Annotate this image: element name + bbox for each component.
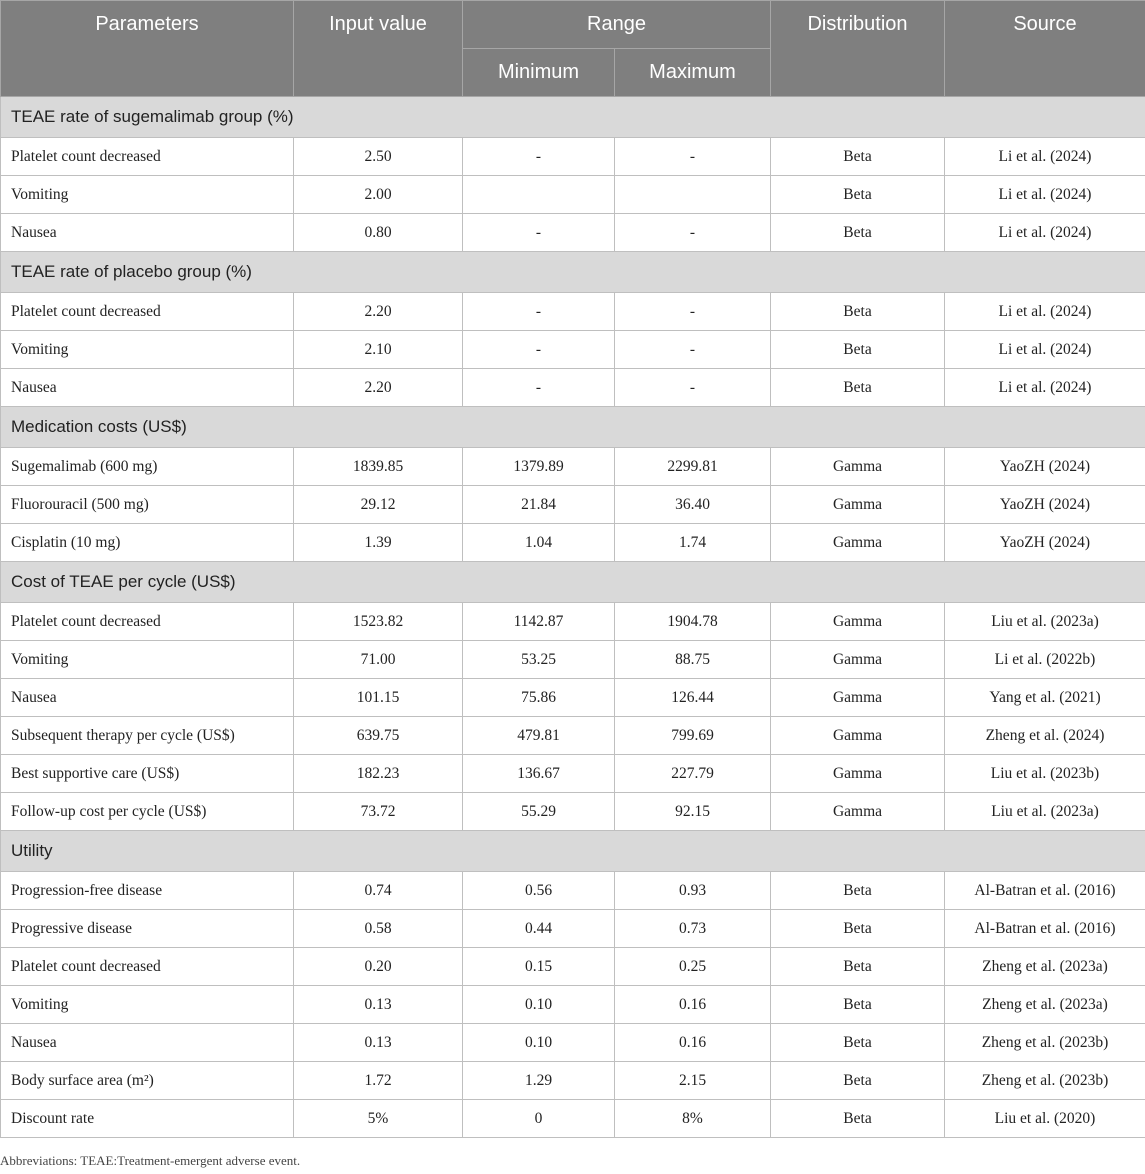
input-value-cell: 101.15 bbox=[294, 679, 463, 717]
distribution-cell: Gamma bbox=[771, 448, 945, 486]
section-row bbox=[1, 831, 1145, 872]
section-row bbox=[1, 562, 1145, 603]
distribution-cell: Beta bbox=[771, 1062, 945, 1100]
source-cell: Li et al. (2024) bbox=[945, 369, 1145, 407]
table-row bbox=[1, 369, 1145, 407]
distribution-cell: Beta bbox=[771, 948, 945, 986]
table-row bbox=[1, 793, 1145, 831]
distribution-cell: Gamma bbox=[771, 793, 945, 831]
maximum-cell: 88.75 bbox=[615, 641, 771, 679]
parameter-cell: Vomiting bbox=[1, 331, 294, 369]
input-value-cell: 2.20 bbox=[294, 369, 463, 407]
input-value-cell: 1523.82 bbox=[294, 603, 463, 641]
source-cell: Li et al. (2024) bbox=[945, 138, 1145, 176]
distribution-cell: Gamma bbox=[771, 717, 945, 755]
header-maximum: Maximum bbox=[615, 49, 771, 97]
minimum-cell: 55.29 bbox=[463, 793, 615, 831]
section-title: Utility bbox=[1, 831, 1145, 872]
distribution-cell: Beta bbox=[771, 214, 945, 252]
parameter-cell: Body surface area (m²) bbox=[1, 1062, 294, 1100]
parameter-cell: Fluorouracil (500 mg) bbox=[1, 486, 294, 524]
minimum-cell: - bbox=[463, 138, 615, 176]
table-row bbox=[1, 679, 1145, 717]
parameter-cell: Vomiting bbox=[1, 176, 294, 214]
maximum-cell: 1904.78 bbox=[615, 603, 771, 641]
section-title: TEAE rate of placebo group (%) bbox=[1, 252, 1145, 293]
maximum-cell: 0.93 bbox=[615, 872, 771, 910]
input-value-cell: 0.13 bbox=[294, 986, 463, 1024]
table-row bbox=[1, 486, 1145, 524]
maximum-cell: 92.15 bbox=[615, 793, 771, 831]
source-cell: Zheng et al. (2023b) bbox=[945, 1024, 1145, 1062]
input-value-cell: 0.80 bbox=[294, 214, 463, 252]
source-cell: Zheng et al. (2024) bbox=[945, 717, 1145, 755]
maximum-cell: 8% bbox=[615, 1100, 771, 1138]
parameter-cell: Sugemalimab (600 mg) bbox=[1, 448, 294, 486]
maximum-cell: - bbox=[615, 293, 771, 331]
distribution-cell: Gamma bbox=[771, 641, 945, 679]
distribution-cell: Beta bbox=[771, 293, 945, 331]
minimum-cell: 479.81 bbox=[463, 717, 615, 755]
table-row bbox=[1, 603, 1145, 641]
maximum-cell: - bbox=[615, 369, 771, 407]
minimum-cell: 75.86 bbox=[463, 679, 615, 717]
table-row bbox=[1, 717, 1145, 755]
minimum-cell: 0.10 bbox=[463, 1024, 615, 1062]
maximum-cell: - bbox=[615, 331, 771, 369]
input-value-cell: 2.00 bbox=[294, 176, 463, 214]
distribution-cell: Beta bbox=[771, 138, 945, 176]
table-row bbox=[1, 1024, 1145, 1062]
table-row bbox=[1, 524, 1145, 562]
maximum-cell: 2.15 bbox=[615, 1062, 771, 1100]
minimum-cell: 136.67 bbox=[463, 755, 615, 793]
table-footnote: Abbreviations: TEAE:Treatment-emergent adverse event. bbox=[0, 1153, 301, 1168]
parameter-cell: Best supportive care (US$) bbox=[1, 755, 294, 793]
distribution-cell: Gamma bbox=[771, 679, 945, 717]
minimum-cell: - bbox=[463, 331, 615, 369]
parameter-cell: Vomiting bbox=[1, 641, 294, 679]
minimum-cell: - bbox=[463, 293, 615, 331]
header-input-value: Input value bbox=[294, 1, 463, 97]
section-row bbox=[1, 252, 1145, 293]
section-row bbox=[1, 407, 1145, 448]
input-value-cell: 0.74 bbox=[294, 872, 463, 910]
distribution-cell: Beta bbox=[771, 986, 945, 1024]
source-cell: Li et al. (2024) bbox=[945, 331, 1145, 369]
minimum-cell: 0.56 bbox=[463, 872, 615, 910]
parameter-cell: Progressive disease bbox=[1, 910, 294, 948]
input-value-cell: 71.00 bbox=[294, 641, 463, 679]
input-value-cell: 29.12 bbox=[294, 486, 463, 524]
maximum-cell: 0.25 bbox=[615, 948, 771, 986]
section-title: Medication costs (US$) bbox=[1, 407, 1145, 448]
distribution-cell: Gamma bbox=[771, 755, 945, 793]
source-cell: Al-Batran et al. (2016) bbox=[945, 872, 1145, 910]
parameter-cell: Subsequent therapy per cycle (US$) bbox=[1, 717, 294, 755]
minimum-cell: 53.25 bbox=[463, 641, 615, 679]
minimum-cell: 21.84 bbox=[463, 486, 615, 524]
table-row bbox=[1, 176, 1145, 214]
table-row bbox=[1, 910, 1145, 948]
minimum-cell: 0 bbox=[463, 1100, 615, 1138]
source-cell: Zheng et al. (2023a) bbox=[945, 986, 1145, 1024]
header-minimum: Minimum bbox=[463, 49, 615, 97]
source-cell: Liu et al. (2020) bbox=[945, 1100, 1145, 1138]
table-row bbox=[1, 755, 1145, 793]
header-source: Source bbox=[945, 1, 1145, 97]
parameter-cell: Nausea bbox=[1, 214, 294, 252]
minimum-cell: 0.44 bbox=[463, 910, 615, 948]
source-cell: Zheng et al. (2023b) bbox=[945, 1062, 1145, 1100]
input-value-cell: 0.20 bbox=[294, 948, 463, 986]
input-value-cell: 639.75 bbox=[294, 717, 463, 755]
table-row bbox=[1, 1100, 1145, 1138]
source-cell: Li et al. (2024) bbox=[945, 214, 1145, 252]
input-value-cell: 2.50 bbox=[294, 138, 463, 176]
distribution-cell: Gamma bbox=[771, 524, 945, 562]
maximum-cell: - bbox=[615, 138, 771, 176]
maximum-cell: 799.69 bbox=[615, 717, 771, 755]
input-value-cell: 0.58 bbox=[294, 910, 463, 948]
parameter-cell: Cisplatin (10 mg) bbox=[1, 524, 294, 562]
table-row bbox=[1, 331, 1145, 369]
source-cell: Liu et al. (2023a) bbox=[945, 793, 1145, 831]
table-row bbox=[1, 948, 1145, 986]
distribution-cell: Gamma bbox=[771, 603, 945, 641]
source-cell: Li et al. (2024) bbox=[945, 176, 1145, 214]
parameter-cell: Platelet count decreased bbox=[1, 603, 294, 641]
maximum-cell: 126.44 bbox=[615, 679, 771, 717]
maximum-cell bbox=[615, 176, 771, 214]
source-cell: Al-Batran et al. (2016) bbox=[945, 910, 1145, 948]
parameter-cell: Nausea bbox=[1, 369, 294, 407]
source-cell: YaoZH (2024) bbox=[945, 486, 1145, 524]
source-cell: Li et al. (2022b) bbox=[945, 641, 1145, 679]
input-value-cell: 1.72 bbox=[294, 1062, 463, 1100]
source-cell: YaoZH (2024) bbox=[945, 448, 1145, 486]
input-value-cell: 1.39 bbox=[294, 524, 463, 562]
source-cell: Liu et al. (2023b) bbox=[945, 755, 1145, 793]
minimum-cell: 1.29 bbox=[463, 1062, 615, 1100]
maximum-cell: 1.74 bbox=[615, 524, 771, 562]
table-row bbox=[1, 641, 1145, 679]
maximum-cell: - bbox=[615, 214, 771, 252]
parameter-cell: Platelet count decreased bbox=[1, 293, 294, 331]
header-parameters: Parameters bbox=[1, 1, 294, 97]
distribution-cell: Beta bbox=[771, 910, 945, 948]
input-value-cell: 5% bbox=[294, 1100, 463, 1138]
maximum-cell: 0.16 bbox=[615, 1024, 771, 1062]
distribution-cell: Beta bbox=[771, 1024, 945, 1062]
table-row bbox=[1, 986, 1145, 1024]
minimum-cell: - bbox=[463, 369, 615, 407]
maximum-cell: 2299.81 bbox=[615, 448, 771, 486]
table-row bbox=[1, 214, 1145, 252]
maximum-cell: 227.79 bbox=[615, 755, 771, 793]
input-value-cell: 2.20 bbox=[294, 293, 463, 331]
distribution-cell: Beta bbox=[771, 872, 945, 910]
distribution-cell: Beta bbox=[771, 369, 945, 407]
minimum-cell bbox=[463, 176, 615, 214]
distribution-cell: Gamma bbox=[771, 486, 945, 524]
section-row bbox=[1, 97, 1145, 138]
parameter-cell: Nausea bbox=[1, 1024, 294, 1062]
input-value-cell: 2.10 bbox=[294, 331, 463, 369]
header-range: Range bbox=[463, 1, 771, 49]
source-cell: Yang et al. (2021) bbox=[945, 679, 1145, 717]
distribution-cell: Beta bbox=[771, 1100, 945, 1138]
section-title: Cost of TEAE per cycle (US$) bbox=[1, 562, 1145, 603]
parameter-cell: Nausea bbox=[1, 679, 294, 717]
parameter-cell: Progression-free disease bbox=[1, 872, 294, 910]
maximum-cell: 0.73 bbox=[615, 910, 771, 948]
table-header bbox=[1, 1, 1145, 97]
maximum-cell: 0.16 bbox=[615, 986, 771, 1024]
table-row bbox=[1, 138, 1145, 176]
input-value-cell: 0.13 bbox=[294, 1024, 463, 1062]
input-value-cell: 182.23 bbox=[294, 755, 463, 793]
parameter-cell: Vomiting bbox=[1, 986, 294, 1024]
minimum-cell: 1.04 bbox=[463, 524, 615, 562]
minimum-cell: 1142.87 bbox=[463, 603, 615, 641]
minimum-cell: 0.10 bbox=[463, 986, 615, 1024]
source-cell: Liu et al. (2023a) bbox=[945, 603, 1145, 641]
input-value-cell: 1839.85 bbox=[294, 448, 463, 486]
table-row bbox=[1, 1062, 1145, 1100]
section-title: TEAE rate of sugemalimab group (%) bbox=[1, 97, 1145, 138]
minimum-cell: 0.15 bbox=[463, 948, 615, 986]
source-cell: Li et al. (2024) bbox=[945, 293, 1145, 331]
parameter-cell: Discount rate bbox=[1, 1100, 294, 1138]
table-body bbox=[1, 97, 1145, 1138]
table-row bbox=[1, 872, 1145, 910]
parameter-cell: Follow-up cost per cycle (US$) bbox=[1, 793, 294, 831]
source-cell: Zheng et al. (2023a) bbox=[945, 948, 1145, 986]
table-row bbox=[1, 293, 1145, 331]
maximum-cell: 36.40 bbox=[615, 486, 771, 524]
minimum-cell: 1379.89 bbox=[463, 448, 615, 486]
distribution-cell: Beta bbox=[771, 176, 945, 214]
input-value-cell: 73.72 bbox=[294, 793, 463, 831]
parameter-cell: Platelet count decreased bbox=[1, 948, 294, 986]
distribution-cell: Beta bbox=[771, 331, 945, 369]
source-cell: YaoZH (2024) bbox=[945, 524, 1145, 562]
table-row bbox=[1, 448, 1145, 486]
header-distribution: Distribution bbox=[771, 1, 945, 97]
minimum-cell: - bbox=[463, 214, 615, 252]
parameter-cell: Platelet count decreased bbox=[1, 138, 294, 176]
